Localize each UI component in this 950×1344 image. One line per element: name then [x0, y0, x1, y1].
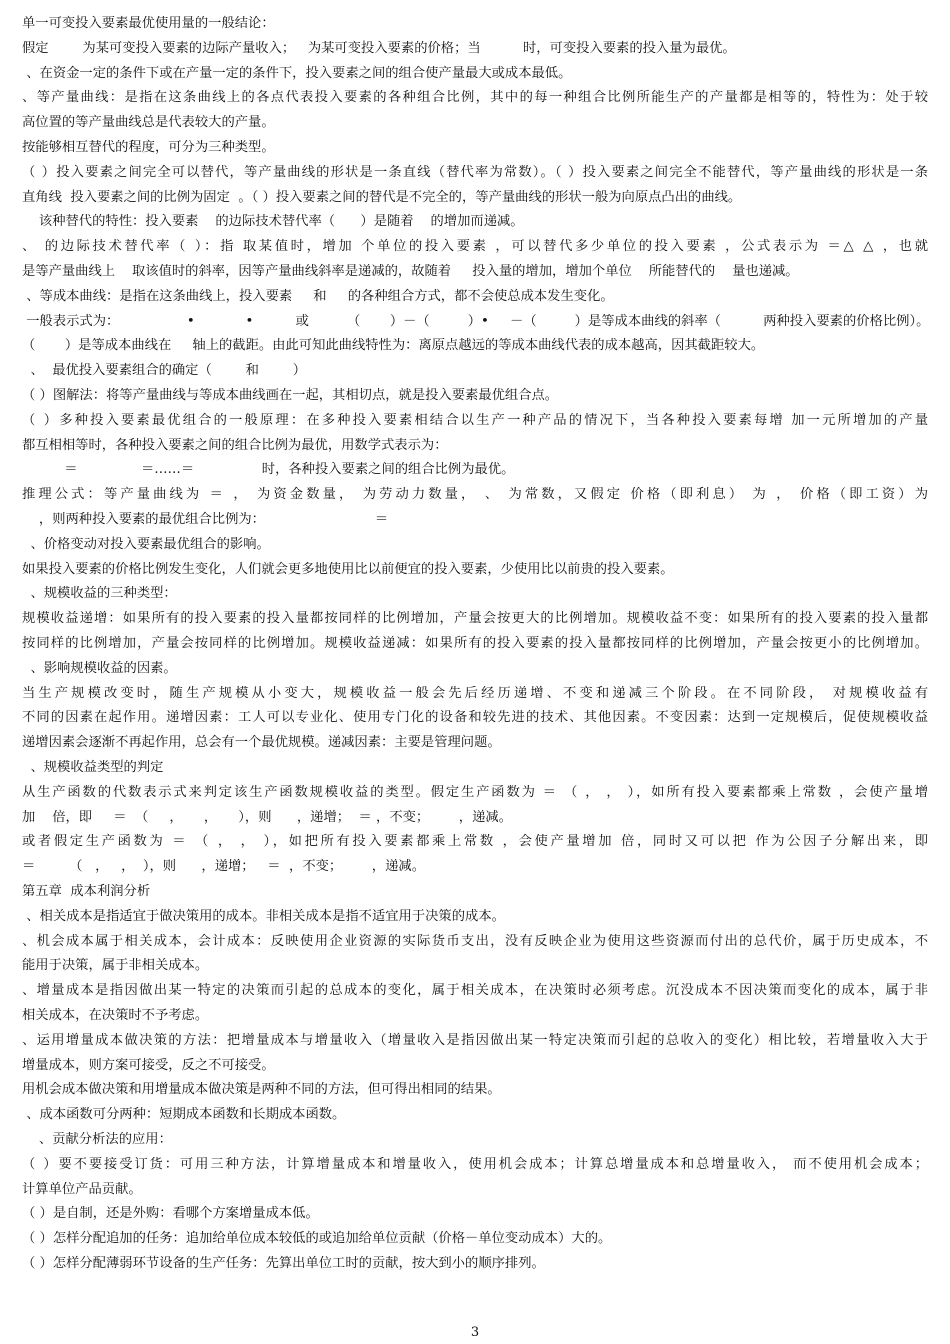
text-line: （ ）是等成本曲线在 轴上的截距。由此可知此曲线特性为：离原点越远的等成本曲线代表的成本越高，因其截距较大。 — [22, 338, 765, 354]
page-number: 3 — [470, 1325, 480, 1340]
text-line: 递增因素会逐渐不再起作用，总会有一个最优规模。递减因素：主要是管理问题。 — [22, 735, 501, 751]
text-line: 不同的因素在起作用。递增因素：工人可以专业化、使用专门化的设备和较先进的技术、其他因素。不变因素：达到一定规模后，促使规模收益 — [22, 710, 928, 726]
text-line: 、等成本曲线：是指在这条曲线上，投入要素 和 的各种组合方式，都不会使总成本发生变化。 — [22, 288, 614, 304]
text-line: 当生产规模改变时，随生产规模从小变大，规模收益一般会先后经历递增、不变和递减三个阶段。在不同阶段， 对规模收益有 — [22, 685, 928, 701]
text-line: 、规模收益的三种类型： — [22, 586, 177, 602]
text-line: 高位置的等产量曲线总是代表较大的产量。 — [22, 115, 275, 131]
text-line: 、相关成本是指适宜于做决策用的成本。非相关成本是指不适宜用于决策的成本。 — [22, 908, 505, 924]
text-line: 、影响规模收益的因素。 — [22, 660, 177, 676]
text-line: 从生产函数的代数表示式来判定该生产函数规模收益的类型。假定生产函数为 ＝ （ ， ， ），如所有投入要素都乘上常数 ，会使产量增 — [22, 784, 928, 800]
text-line: 相关成本，在决策时不予考虑。 — [22, 1008, 209, 1023]
text-line: 假定 为某可变投入要素的边际产量收入； 为某可变投入要素的价格；当 时，可变投入要素的投入量为最优。 — [22, 40, 736, 56]
text-line: 、在资金一定的条件下或在产量一定的条件下，投入要素之间的组合使产量最大或成本最低。 — [22, 65, 572, 81]
text-line: 都互相相等时，各种投入要素之间的组合比例为最优，用数学式表示为： — [22, 437, 448, 453]
text-line: 、价格变动对投入要素最优组合的影响。 — [22, 536, 270, 552]
text-line: 推理公式：等产量曲线为 ＝ ， 为资金数量， 为劳动力数量， 、 为常数，又假定 价格（即利息） 为 ， 价格（即工资）为 — [22, 487, 928, 503]
text-line: 、运用增量成本做决策的方法：把增量成本与增量收入（增量收入是指因做出某一特定决策而引起的总收入的变化）相比较，若增量收入大于 — [22, 1032, 928, 1048]
text-line: 、增量成本是指因做出某一特定的决策而引起的总成本的变化，属于相关成本，在决策时必须考虑。沉没成本不因决策而变化的成本，属于非 — [22, 983, 928, 999]
text-line: 、 最优投入要素组合的确定（ 和 ） — [22, 363, 306, 379]
text-line: 或者假定生产函数为 ＝ （ ， ， ），如把所有投入要素都乘上常数 ，会使产量增加 倍，同时又可以把 作为公因子分解出来，即 — [22, 834, 928, 850]
text-line: 计算单位产品贡献。 — [22, 1181, 142, 1197]
text-line: 增量成本，则方案可接受，反之不可接受。 — [22, 1057, 275, 1073]
text-line: 按同样的比例增加，产量会按同样的比例增加。规模收益递减：如果所有的投入要素的投入量都按同样的比例增加，产量会按更小的比例增加。 — [22, 636, 928, 651]
text-line: 、 的边际技术替代率（ ）：指 取某值时，增加 个单位的投入要素 ，可以替代多少单位的投入要素 ，公式表示为 ＝△ △ ，也就 — [22, 239, 928, 255]
text-line: 、贡献分析法的应用： — [22, 1132, 172, 1147]
text-line: 第五章 成本利润分析 — [22, 884, 151, 899]
text-line: 是等产量曲线上 取该值时的斜率，因等产量曲线斜率是递减的，故随着 投入量的增加，增加个单位 所能替代的 量也递减。 — [22, 264, 799, 279]
text-line: 如果投入要素的价格比例发生变化，人们就会更多地使用比以前便宜的投入要素，少使用比以前贵的投入要素。 — [22, 561, 674, 577]
text-line: （ ）怎样分配薄弱环节设备的生产任务：先算出单位工时的贡献，按大到小的顺序排列。 — [22, 1256, 545, 1271]
text-line: 用机会成本做决策和用增量成本做决策是两种不同的方法，但可得出相同的结果。 — [22, 1082, 501, 1098]
text-line: ＝ ＝……＝ 时，各种投入要素之间的组合比例为最优。 — [22, 462, 515, 478]
text-line: 规模收益递增：如果所有的投入要素的投入量都按同样的比例增加，产量会按更大的比例增加。规模收益不变：如果所有的投入要素的投入量都 — [22, 611, 928, 627]
text-line: 能用于决策，属于非相关成本。 — [22, 958, 209, 974]
text-line: 单一可变投入要素最优使用量的一般结论： — [22, 16, 275, 31]
text-line: （ ）要不要接受订货：可用三种方法，计算增量成本和增量收入，使用机会成本；计算总增量成本和总增量收入， 而不使用机会成本； — [22, 1156, 928, 1172]
text-line: （ ）多种投入要素最优组合的一般原理：在多种投入要素相结合以生产一种产品的情况下，当各种投入要素每增 加一元所增加的产量 — [22, 412, 928, 428]
text-line: 该种替代的特性：投入要素 的边际技术替代率（ ）是随着 的增加而递减。 — [22, 214, 524, 230]
text-line: （ ）怎样分配追加的任务：追加给单位成本较低的或追加给单位贡献（价格－单位变动成本）大的。 — [22, 1231, 612, 1247]
text-line: ＝ （ ， ， ），则 ，递增； ＝ ，不变； ，递减。 — [22, 859, 425, 875]
text-line: 、规模收益类型的判定 — [22, 760, 164, 775]
text-line: （ ）图解法：将等产量曲线与等成本曲线画在一起，其相切点，就是投入要素最优组合点。 — [22, 388, 559, 403]
text-line: 按能够相互替代的程度，可分为三种类型。 — [22, 140, 275, 155]
text-line: 直角线 投入要素之间的比例为固定 。（ ）投入要素之间的替代是不完全的，等产量曲线的形状一般为向原点凸出的曲线。 — [22, 189, 742, 205]
text-line: 、成本函数可分两种：短期成本函数和长期成本函数。 — [22, 1107, 346, 1123]
text-line: 加 倍，即 ＝ （ ， ， ），则 ，递增； ＝ ，不变； ，递减。 — [22, 809, 512, 825]
text-line: 、等产量曲线：是指在这条曲线上的各点代表投入要素的各种组合比例，其中的每一种组合比例所能生产的产量都是相等的，特性为：处于较 — [22, 90, 928, 106]
text-line: （ ）是自制，还是外购：看哪个方案增量成本低。 — [22, 1206, 319, 1222]
text-line: （ ）投入要素之间完全可以替代，等产量曲线的形状是一条直线（替代率为常数）。（ ）投入要素之间完全不能替代，等产量曲线的形状是一条 — [22, 164, 928, 180]
text-line: 一般表示式为： • • 或 （ ）－（ ）• －（ ）是等成本曲线的斜率（ 两种投入要素的价格比例）。 — [22, 313, 930, 329]
text-line: ，则两种投入要素的最优组合比例为： ＝ — [22, 512, 389, 527]
text-line: 、机会成本属于相关成本，会计成本：反映使用企业资源的实际货币支出，没有反映企业为使用这些资源而付出的总代价，属于历史成本，不 — [22, 933, 928, 949]
